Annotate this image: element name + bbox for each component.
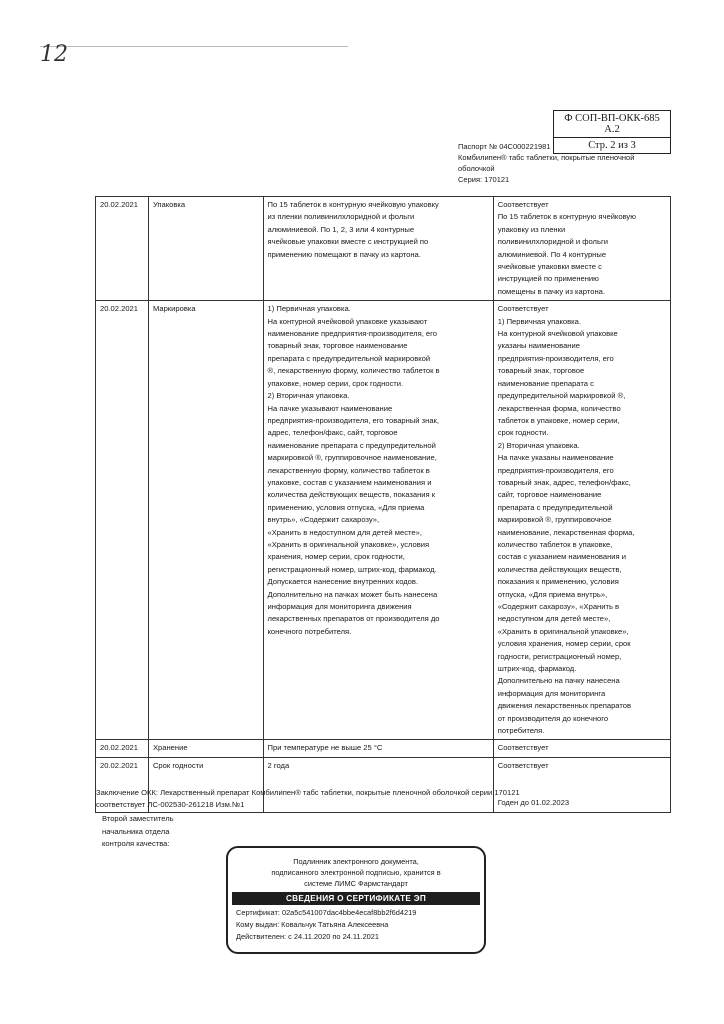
table-row <box>96 740 671 757</box>
table-row <box>96 197 671 301</box>
date-cell: 20.02.2021 <box>96 757 149 812</box>
table-row <box>96 301 671 740</box>
norm-cell: При температуре не выше 25 °С <box>263 740 493 757</box>
result-cell: Соответствует <box>493 740 670 757</box>
date-cell: 20.02.2021 <box>96 740 149 757</box>
date-cell: 20.02.2021 <box>96 301 149 740</box>
product-name: Комбилипен® табс таблетки, покрытые пленочной <box>458 153 635 162</box>
result-cell: Соответствует По 15 таблеток в контурную ячейковую упаковку из пленки поливинилхлоридной и фольги алюминиевой. По 4 контурные ячейковые упаковки вместе с инструкцией по применению помещены в пачку из картона. <box>493 197 670 301</box>
series: Серия: 170121 <box>458 175 510 184</box>
signer-title <box>102 813 174 851</box>
date-cell: 20.02.2021 <box>96 197 149 301</box>
product-name-cont: оболочкой <box>458 164 495 173</box>
result-cell: Соответствует 1) Первичная упаковка. На контурной ячейковой упаковке указаны наименование предприятия-производителя, его товарный знак, торговое наименование препарата с предупредительной маркировкой ®, лекарственная форма, количество таблеток в упаковке, номер серии, срок годности. 2) Вторичная упаковка. На пачке указаны наименование предприятия-производителя, его товарный знак, адрес, телефон/факс, сайт, торговое наименование препарата с предупредительной маркировкой ®, группировочное наименование, лекарственная форма, количество таблеток в упаковке, состав с указанием наименования и количества действующих веществ, показания к применению, условия отпуска, «Для приема внутрь», «Содержит сахарозу», «Хранить в недоступном для детей месте», «Хранить в оригинальной упаковке», условия хранения, номер серии, срок годности, регистрационный номер, штрих-код, фармакод. Дополнительно на пачку нанесена информация для мониторинга движения лекарственных препаратов от производителя до конечного потребителя. <box>493 301 670 740</box>
signer-line: контроля качества: <box>102 839 170 848</box>
form-code: Ф СОП-ВП-ОКК-685 А.2 <box>554 111 670 138</box>
qc-conclusion <box>96 787 656 811</box>
stamp-header: СВЕДЕНИЯ О СЕРТИФИКАТЕ ЭП <box>232 892 480 905</box>
param-cell: Маркировка <box>148 301 263 740</box>
stamp-valid: Действителен: с 24.11.2020 по 24.11.2021 <box>236 932 380 941</box>
conclusion-line: соответствует ЛС-002530-261218 Изм.№1 <box>96 800 245 809</box>
norm-cell: 2 года <box>263 757 493 812</box>
passport-number: Паспорт № 04С000221981 <box>458 142 551 151</box>
norm-cell: По 15 таблеток в контурную ячейковую упаковку из пленки поливинилхлоридной и фольги алюминиевой. По 1, 2, 3 или 4 контурные ячейковые упаковки вместе с инструкцией по применению помещают в пачку из картона. <box>263 197 493 301</box>
stamp-certificate: Сертификат: 02a5c541007dac4bbe4ecaf8bb2f6d4219 <box>236 908 417 917</box>
param-cell: Срок годности <box>148 757 263 812</box>
electronic-signature-stamp <box>226 846 486 954</box>
passport-header <box>458 141 658 185</box>
result-cell: Соответствует Годен до 01.02.2023 <box>493 757 670 812</box>
page-number: Стр. 2 из 3 <box>588 140 636 151</box>
norm-cell: 1) Первичная упаковка. На контурной ячейковой упаковке указывают наименование предприятия-производителя, его товарный знак, торговое наименование препарата с предупредительной маркировкой ®, лекарственную форму, количество таблеток в упаковке, номер серии, срок годности. 2) Вторичная упаковка. На пачке указывают наименование предприятия-производителя, его товарный знак, адрес, телефон/факс, сайт, торговое наименование препарата с предупредительной маркировкой ®, группировочное наименование, лекарственную форму, количество таблеток в упаковке, состав с указанием наименования и количества действующих веществ, показания к применению, условия отпуска, «Для приема внутрь», «Содержит сахарозу», «Хранить в недоступном для детей месте», «Хранить в оригинальной упаковке», условия хранения, номер серии, срок годности, регистрационный номер, штрих-код, фармакод. Допускается нанесение внутренних кодов. Дополнительно на пачках может быть нанесена информация для мониторинга движения лекарственных препаратов от производителя до конечного потребителя. <box>263 301 493 740</box>
signer-line: Второй заместитель <box>102 814 174 823</box>
stamp-issued-to: Кому выдан: Ковальчук Татьяна Алексеевна <box>236 920 389 929</box>
stamp-original-note: Подлинник электронного документа, подписанного электронной подписью, хранится в системе ЛИМС Фармстандарт <box>271 857 441 888</box>
conclusion-line: Заключение ОКК: Лекарственный препарат Комбилипен® табс таблетки, покрытые пленочной оболочкой серии 170121 <box>96 788 520 797</box>
param-cell: Упаковка <box>148 197 263 301</box>
param-cell: Хранение <box>148 740 263 757</box>
handwritten-page-number: 12 <box>40 42 68 67</box>
results-table <box>95 196 671 813</box>
top-rule <box>40 46 348 47</box>
signer-line: начальника отдела <box>102 826 170 836</box>
